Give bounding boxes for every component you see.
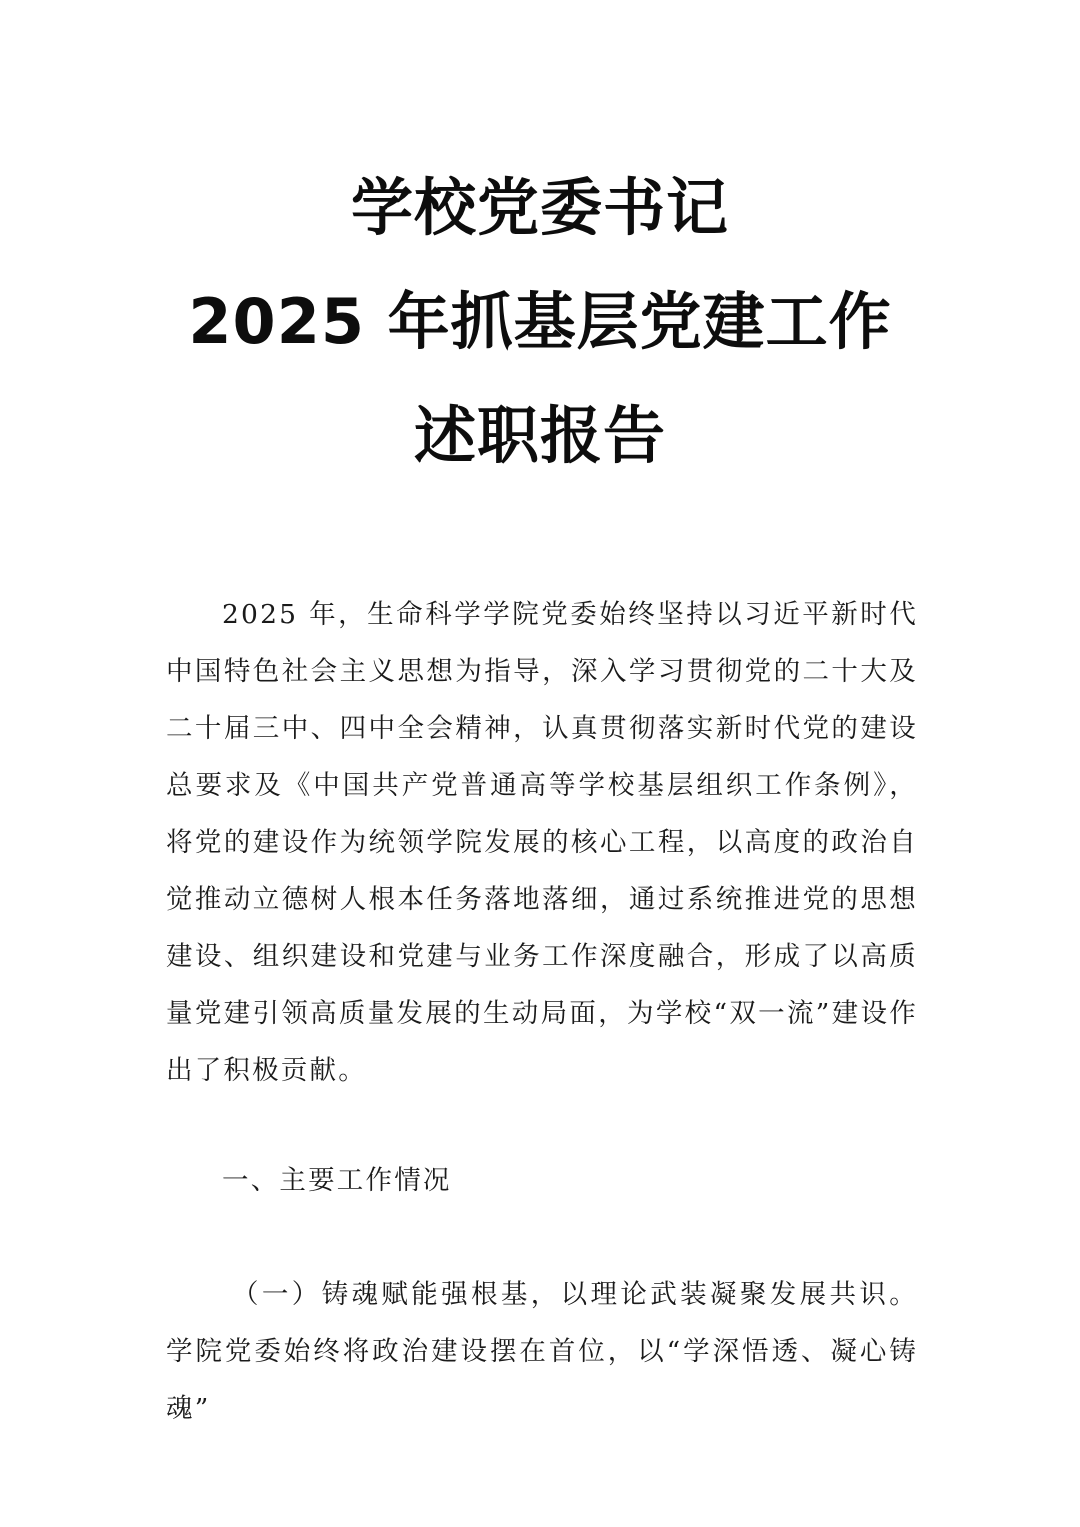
title-line-3: 述职报告 xyxy=(413,399,666,472)
title-line-1: 学校党委书记 xyxy=(350,171,729,244)
subsection-paragraph: （一）铸魂赋能强根基，以理论武装凝聚发展共识。学院党委始终将政治建设摆在首位，以“学深悟透、凝心铸魂” xyxy=(166,1279,918,1424)
document-title xyxy=(0,150,1080,486)
title-line-2: 2025 年抓基层党建工作 xyxy=(188,285,892,358)
section-heading: 一、主要工作情况 xyxy=(222,1165,452,1196)
intro-paragraph: 2025 年，生命科学学院党委始终坚持以习近平新时代中国特色社会主义思想为指导，深入学习贯彻党的二十大及二十届三中、四中全会精神，认真贯彻落实新时代党的建设总要求及《中国共产党普通高等学校基层组织工作条例》，将党的建设作为统领学院发展的核心工程，以高度的政治自觉推动立德树人根本任务落地落细，通过系统推进党的思想建设、组织建设和党建与业务工作深度融合，形成了以高质量党建引领高质量发展的生动局面，为学校“双一流”建设作出了积极贡献。 xyxy=(166,599,918,1086)
